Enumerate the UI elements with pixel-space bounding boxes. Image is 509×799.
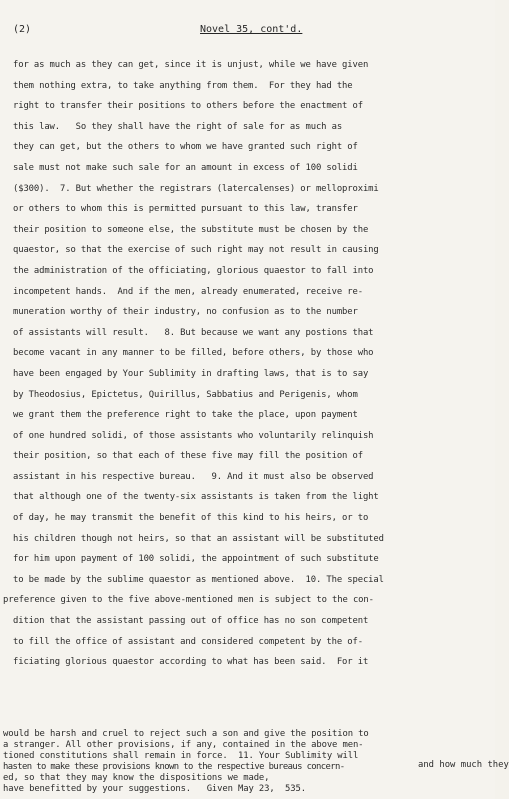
text-line: hasten to make these provisions known to the respective bureaus concern- — [3, 762, 345, 772]
text-line: to be made by the sublime quaestor as mentioned above. 10. The special — [13, 574, 384, 585]
text-line: this law. So they shall have the right of sale for as much as — [13, 121, 343, 132]
overtyped-insertion: and how much they — [418, 760, 509, 770]
text-line: sale must not make such sale for an amount in excess of 100 solidi — [13, 162, 358, 173]
text-line: have been engaged by Your Sublimity in drafting laws, that is to say — [13, 368, 369, 379]
text-line: have benefitted by your suggestions. Given May 23, 535. — [3, 784, 306, 794]
text-line: of one hundred solidi, of those assistants who voluntarily relinquish — [13, 430, 374, 441]
text-line: assistant in his respective bureau. 9. And it must also be observed — [13, 471, 374, 482]
running-title: Novel 35, cont'd. — [200, 24, 303, 35]
text-line: by Theodosius, Epictetus, Quirillus, Sabbatius and Perigenis, whom — [13, 389, 358, 400]
text-line: them nothing extra, to take anything from them. For they had the — [13, 80, 353, 91]
text-line: preference given to the five above-mentioned men is subject to the con- — [3, 595, 374, 606]
page-number: (2) — [13, 24, 32, 35]
text-line: ed, so that they may know the dispositions we made, — [3, 773, 270, 783]
text-line: for as much as they can get, since it is unjust, while we have given — [13, 60, 369, 70]
page-header — [0, 24, 495, 40]
text-line: the administration of the officiating, glorious quaestor to fall into — [13, 265, 374, 276]
text-line: that although one of the twenty-six assistants is taken from the light — [13, 492, 379, 503]
text-line: to fill the office of assistant and considered competent by the of- — [13, 636, 363, 647]
text-line: their position, so that each of these five may fill the position of — [13, 451, 363, 462]
text-line: would be harsh and cruel to reject such a son and give the position to — [3, 729, 369, 739]
text-line: a stranger. All other provisions, if any, contained in the above men- — [3, 740, 364, 750]
text-line: or others to whom this is permitted pursuant to this law, transfer — [13, 204, 358, 215]
text-line: of assistants will result. 8. But because we want any postions that — [13, 327, 374, 338]
text-line: muneration worthy of their industry, no confusion as to the number — [13, 307, 358, 318]
text-line: become vacant in any manner to be filled, before others, by those who — [13, 348, 374, 359]
text-line: for him upon payment of 100 solidi, the appointment of such substitute — [13, 554, 379, 565]
text-line: dition that the assistant passing out of office has no son competent — [13, 616, 369, 627]
text-line: quaestor, so that the exercise of such right may not result in causing — [13, 245, 379, 256]
text-line: of day, he may transmit the benefit of this kind to his heirs, or to — [13, 513, 369, 524]
text-line: tioned constitutions shall remain in force. 11. Your Sublimity will — [3, 751, 359, 761]
text-line: his children though not heirs, so that an assistant will be substituted — [13, 533, 384, 544]
text-line: we grant them the preference right to take the place, upon payment — [13, 410, 358, 421]
text-line: they can get, but the others to whom we have granted such right of — [13, 142, 358, 153]
text-line: ($300). 7. But whether the registrars (latercalenses) or melloproximi — [13, 183, 379, 194]
text-line: ficiating glorious quaestor according to what has been said. For it — [13, 657, 369, 668]
body-text — [0, 55, 495, 673]
text-line: incompetent hands. And if the men, already enumerated, receive re- — [13, 286, 363, 297]
text-line: right to transfer their positions to others before the enactment of — [13, 101, 363, 112]
text-line: their position to someone else, the substitute must be chosen by the — [13, 224, 369, 235]
